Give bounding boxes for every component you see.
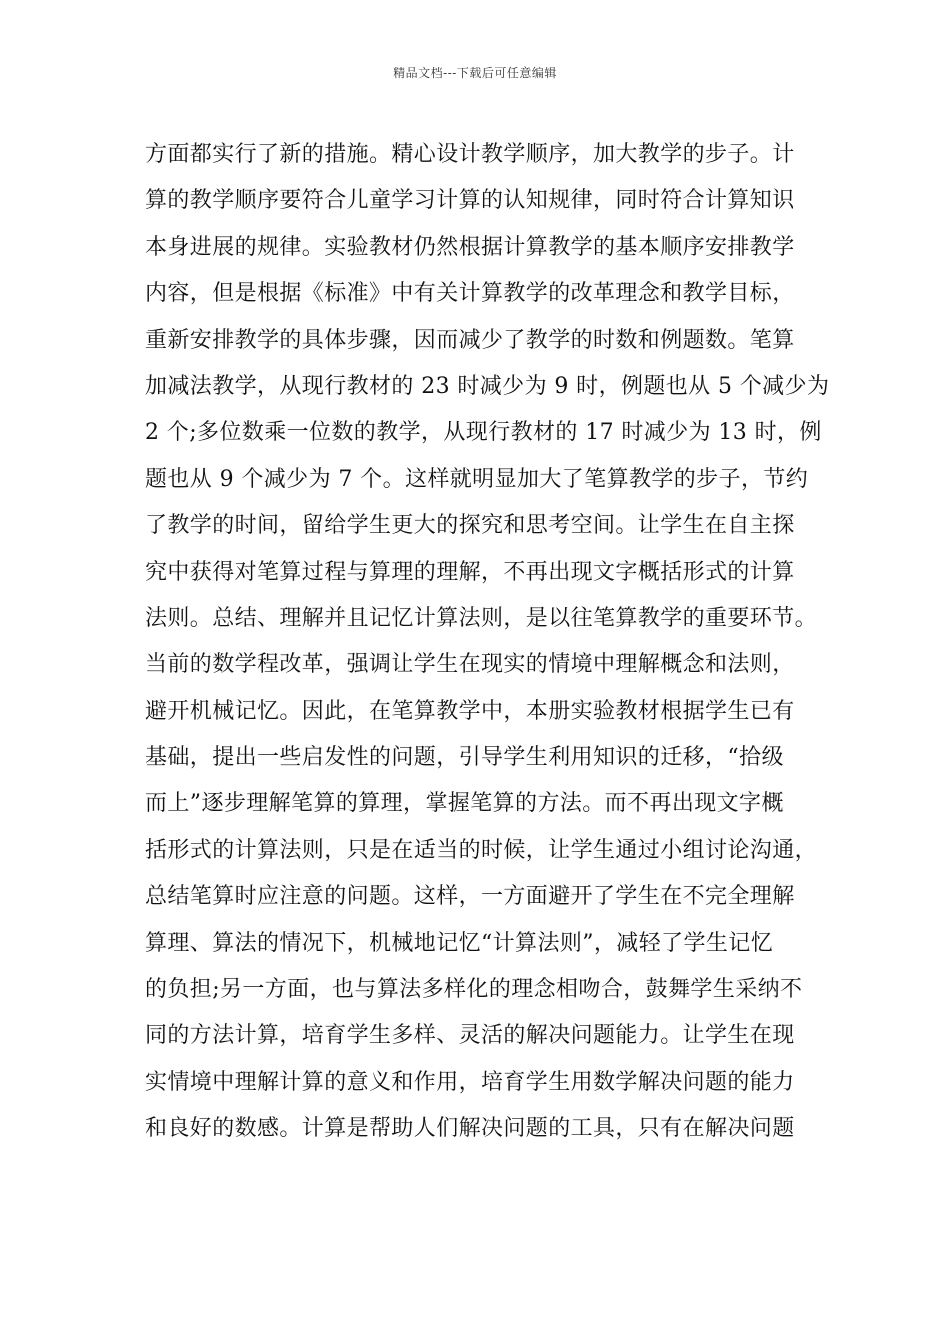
text-line: 总结笔算时应注意的问题。这样，一方面避开了学生在不完全理解: [145, 884, 795, 910]
body-text: [145, 132, 830, 1153]
text-line: 加减法教学，从现行教材的 23 时减少为 9 时，例题也从 5 个减少为: [145, 373, 830, 399]
text-line: 2 个;多位数乘一位数的教学，从现行教材的 17 时减少为 13 时，例: [145, 420, 822, 446]
text-line: 和良好的数感。计算是帮助人们解决问题的工具，只有在解决问题: [145, 1116, 795, 1142]
text-line: 了教学的时间，留给学生更大的探究和思考空间。让学生在自主探: [145, 513, 795, 539]
text-line: 本身进展的规律。实验教材仍然根据计算教学的基本顺序安排教学: [145, 234, 795, 260]
text-line: 法则。总结、理解并且记忆计算法则，是以往笔算教学的重要环节。: [145, 605, 818, 631]
text-line: 括形式的计算法则，只是在适当的时候，让学生通过小组讨论沟通，: [145, 837, 818, 863]
text-line: 而上”逐步理解笔算的算理，掌握笔算的方法。而不再出现文字概: [145, 791, 784, 817]
text-line: 方面都实行了新的措施。精心设计教学顺序，加大教学的步子。计: [145, 142, 795, 167]
text-line: 同的方法计算，培育学生多样、灵活的解决问题能力。让学生在现: [145, 1023, 795, 1049]
text-line: 究中获得对笔算过程与算理的理解，不再出现文字概括形式的计算: [145, 559, 795, 585]
page-header: 精品文档---下载后可任意编辑: [393, 66, 557, 80]
text-line: 避开机械记忆。因此，在笔算教学中，本册实验教材根据学生已有: [145, 698, 795, 724]
text-line: 内容，但是根据《标准》中有关计算教学的改革理念和教学目标，: [145, 281, 795, 307]
text-line: 的负担;另一方面，也与算法多样化的理念相吻合，鼓舞学生采纳不: [145, 977, 803, 1003]
text-line: 算的教学顺序要符合儿童学习计算的认知规律，同时符合计算知识: [145, 188, 795, 214]
text-line: 实情境中理解计算的意义和作用，培育学生用数学解决问题的能力: [145, 1069, 795, 1095]
text-line: 基础，提出一些启发性的问题，引导学生利用知识的迁移，“拾级: [145, 745, 784, 771]
text-line: 题也从 9 个减少为 7 个。这样就明显加大了笔算教学的步子，节约: [145, 466, 809, 492]
text-line: 算理、算法的情况下，机械地记忆“计算法则”，减轻了学生记忆: [145, 930, 774, 956]
text-line: 当前的数学程改革，强调让学生在现实的情境中理解概念和法则，: [145, 652, 795, 678]
text-line: 重新安排教学的具体步骤，因而减少了教学的时数和例题数。笔算: [145, 327, 795, 353]
